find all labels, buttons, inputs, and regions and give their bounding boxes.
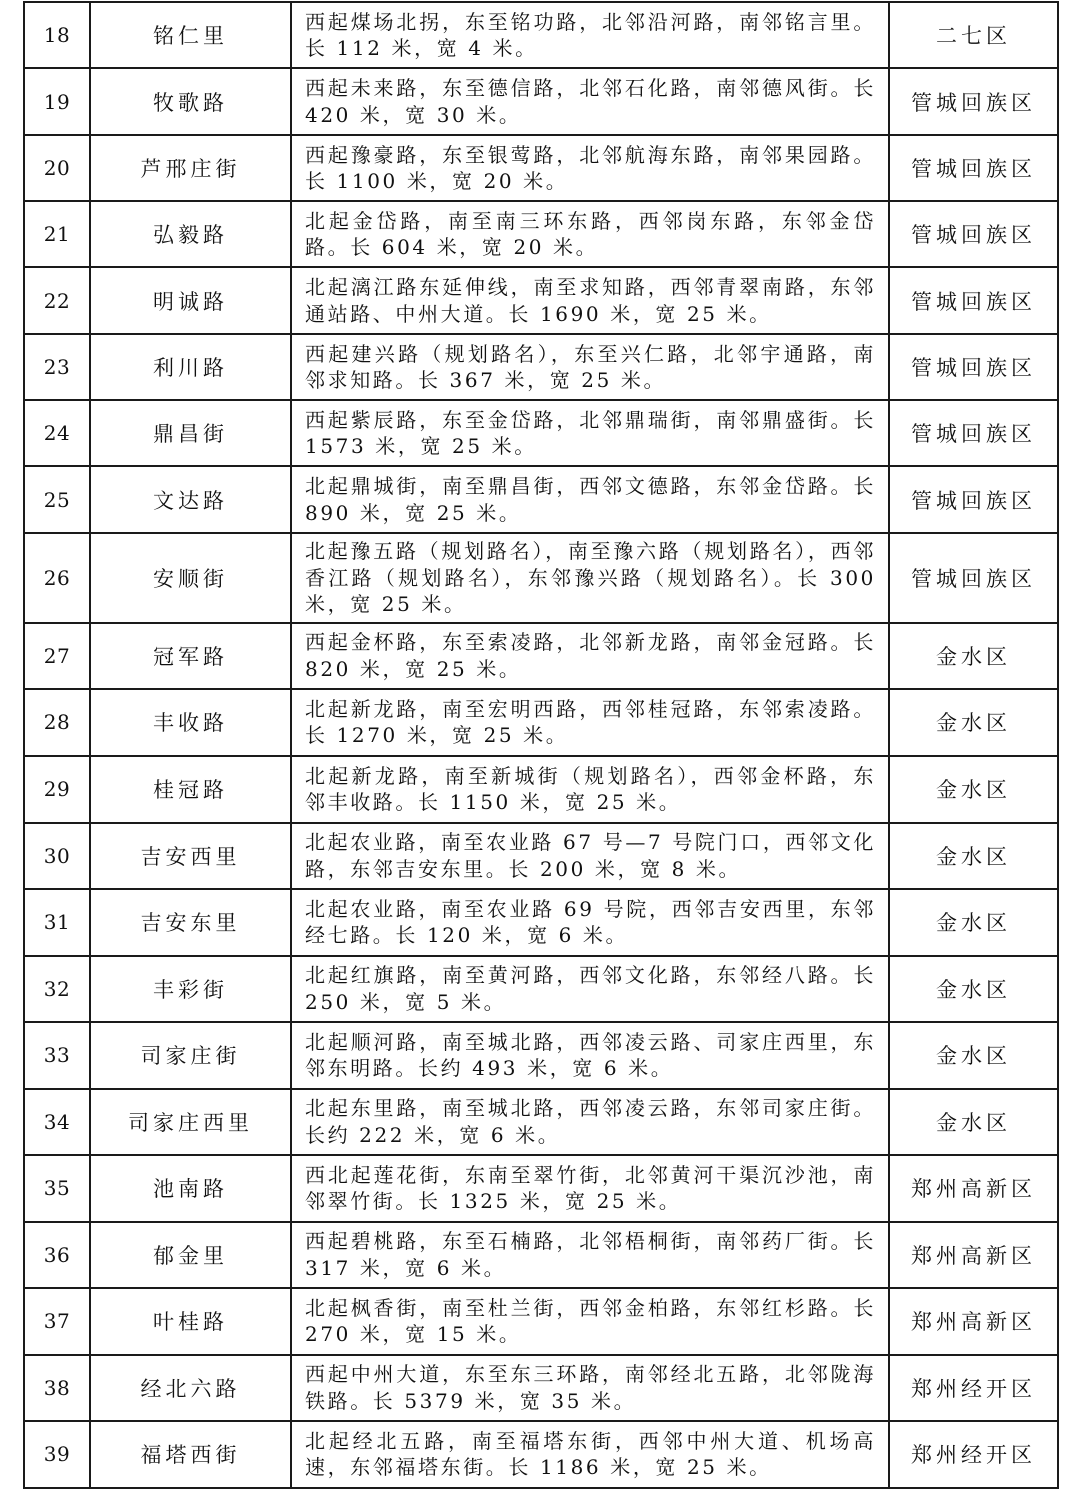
road-description: 北起农业路，南至农业路 69 号院，西邻吉安西里，东邻经七路。长 120 米，宽 6 米。	[291, 889, 889, 956]
road-description: 西起煤场北拐，东至铭功路，北邻沿河路，南邻铭言里。长 112 米，宽 4 米。	[291, 2, 889, 68]
road-description: 西起建兴路（规划路名），东至兴仁路，北邻宇通路，南邻求知路。长 367 米，宽 25 米。	[291, 334, 889, 400]
district: 管城回族区	[889, 135, 1058, 201]
road-name: 丰收路	[90, 689, 291, 756]
road-description: 北起顺河路，南至城北路，西邻凌云路、司家庄西里，东邻东明路。长约 493 米，宽 6 米。	[291, 1022, 889, 1089]
road-name: 叶桂路	[90, 1288, 291, 1355]
row-number: 26	[24, 533, 90, 623]
district: 管城回族区	[889, 68, 1058, 135]
row-number: 19	[24, 68, 90, 135]
row-number: 28	[24, 689, 90, 756]
district: 管城回族区	[889, 400, 1058, 466]
road-name: 司家庄西里	[90, 1089, 291, 1155]
table-row	[24, 334, 1058, 400]
table-row	[24, 533, 1058, 623]
district: 金水区	[889, 956, 1058, 1022]
district: 郑州高新区	[889, 1288, 1058, 1355]
road-description: 北起新龙路，南至新城街（规划路名），西邻金杯路，东邻丰收路。长 1150 米，宽 25 米。	[291, 756, 889, 823]
district: 管城回族区	[889, 267, 1058, 334]
table-row	[24, 623, 1058, 689]
district: 金水区	[889, 1089, 1058, 1155]
road-name: 郁金里	[90, 1222, 291, 1288]
road-description: 西起未来路，东至德信路，北邻石化路，南邻德风街。长 420 米，宽 30 米。	[291, 68, 889, 135]
district: 金水区	[889, 823, 1058, 889]
row-number: 23	[24, 334, 90, 400]
district: 管城回族区	[889, 334, 1058, 400]
row-number: 34	[24, 1089, 90, 1155]
road-name: 丰彩街	[90, 956, 291, 1022]
road-name: 吉安东里	[90, 889, 291, 956]
district: 金水区	[889, 756, 1058, 823]
road-name: 安顺街	[90, 533, 291, 623]
road-name: 吉安西里	[90, 823, 291, 889]
road-description: 北起东里路，南至城北路，西邻凌云路，东邻司家庄街。长约 222 米，宽 6 米。	[291, 1089, 889, 1155]
road-name: 桂冠路	[90, 756, 291, 823]
row-number: 27	[24, 623, 90, 689]
road-description: 北起红旗路，南至黄河路，西邻文化路，东邻经八路。长 250 米，宽 5 米。	[291, 956, 889, 1022]
row-number: 18	[24, 2, 90, 68]
road-description: 西起紫辰路，东至金岱路，北邻鼎瑞街，南邻鼎盛街。长 1573 米，宽 25 米。	[291, 400, 889, 466]
row-number: 29	[24, 756, 90, 823]
road-name: 鼎昌街	[90, 400, 291, 466]
table-row	[24, 1022, 1058, 1089]
table-row	[24, 1355, 1058, 1421]
district: 金水区	[889, 1022, 1058, 1089]
table-row	[24, 400, 1058, 466]
row-number: 21	[24, 201, 90, 267]
row-number: 31	[24, 889, 90, 956]
road-name: 明诚路	[90, 267, 291, 334]
row-number: 35	[24, 1155, 90, 1222]
row-number: 37	[24, 1288, 90, 1355]
table-row	[24, 466, 1058, 533]
table-row	[24, 201, 1058, 267]
table-row	[24, 1155, 1058, 1222]
table-body	[24, 2, 1058, 1488]
district: 管城回族区	[889, 533, 1058, 623]
table-row	[24, 689, 1058, 756]
road-description: 北起农业路，南至农业路 67 号—7 号院门口，西邻文化路，东邻吉安东里。长 200 米，宽 8 米。	[291, 823, 889, 889]
road-description: 北起经北五路，南至福塔东街，西邻中州大道、机场高速，东邻福塔东街。长 1186 米，宽 25 米。	[291, 1421, 889, 1488]
road-description: 西起豫豪路，东至银莺路，北邻航海东路，南邻果园路。长 1100 米，宽 20 米。	[291, 135, 889, 201]
road-description: 北起漓江路东延伸线，南至求知路，西邻青翠南路，东邻通站路、中州大道。长 1690 米，宽 25 米。	[291, 267, 889, 334]
row-number: 38	[24, 1355, 90, 1421]
table-row	[24, 1222, 1058, 1288]
table-row	[24, 956, 1058, 1022]
row-number: 33	[24, 1022, 90, 1089]
road-name: 冠军路	[90, 623, 291, 689]
district: 二七区	[889, 2, 1058, 68]
table-row	[24, 1288, 1058, 1355]
district: 金水区	[889, 689, 1058, 756]
row-number: 24	[24, 400, 90, 466]
road-description: 北起鼎城街，南至鼎昌街，西邻文德路，东邻金岱路。长 890 米，宽 25 米。	[291, 466, 889, 533]
district: 郑州经开区	[889, 1421, 1058, 1488]
row-number: 32	[24, 956, 90, 1022]
road-description: 北起新龙路，南至宏明西路，西邻桂冠路，东邻索凌路。长 1270 米，宽 25 米。	[291, 689, 889, 756]
district: 郑州高新区	[889, 1222, 1058, 1288]
district: 郑州高新区	[889, 1155, 1058, 1222]
table-row	[24, 756, 1058, 823]
row-number: 36	[24, 1222, 90, 1288]
row-number: 22	[24, 267, 90, 334]
table-row	[24, 2, 1058, 68]
table-row	[24, 1421, 1058, 1488]
road-name: 司家庄街	[90, 1022, 291, 1089]
district: 管城回族区	[889, 466, 1058, 533]
table-row	[24, 68, 1058, 135]
road-name: 牧歌路	[90, 68, 291, 135]
road-name: 福塔西街	[90, 1421, 291, 1488]
district: 管城回族区	[889, 201, 1058, 267]
road-name: 经北六路	[90, 1355, 291, 1421]
district: 金水区	[889, 889, 1058, 956]
table-row	[24, 135, 1058, 201]
road-description: 西起碧桃路，东至石楠路，北邻梧桐街，南邻药厂街。长 317 米，宽 6 米。	[291, 1222, 889, 1288]
table-row	[24, 823, 1058, 889]
road-description: 北起枫香街，南至杜兰街，西邻金柏路，东邻红杉路。长 270 米，宽 15 米。	[291, 1288, 889, 1355]
road-name: 铭仁里	[90, 2, 291, 68]
row-number: 20	[24, 135, 90, 201]
table-row	[24, 267, 1058, 334]
district: 郑州经开区	[889, 1355, 1058, 1421]
road-name: 文达路	[90, 466, 291, 533]
table-row	[24, 889, 1058, 956]
row-number: 30	[24, 823, 90, 889]
road-description: 西北起莲花街，东南至翠竹街，北邻黄河干渠沉沙池，南邻翠竹街。长 1325 米，宽 25 米。	[291, 1155, 889, 1222]
row-number: 39	[24, 1421, 90, 1488]
road-description: 北起豫五路（规划路名），南至豫六路（规划路名），西邻香江路（规划路名），东邻豫兴路（规划路名）。长 300 米，宽 25 米。	[291, 533, 889, 623]
road-name: 芦邢庄街	[90, 135, 291, 201]
road-description: 西起中州大道，东至东三环路，南邻经北五路，北邻陇海铁路。长 5379 米，宽 35 米。	[291, 1355, 889, 1421]
road-names-table	[23, 1, 1059, 1489]
district: 金水区	[889, 623, 1058, 689]
table-row	[24, 1089, 1058, 1155]
road-name: 利川路	[90, 334, 291, 400]
road-description: 西起金杯路，东至索凌路，北邻新龙路，南邻金冠路。长 820 米，宽 25 米。	[291, 623, 889, 689]
row-number: 25	[24, 466, 90, 533]
road-description: 北起金岱路，南至南三环东路，西邻岗东路，东邻金岱路。长 604 米，宽 20 米。	[291, 201, 889, 267]
road-name: 池南路	[90, 1155, 291, 1222]
road-name: 弘毅路	[90, 201, 291, 267]
